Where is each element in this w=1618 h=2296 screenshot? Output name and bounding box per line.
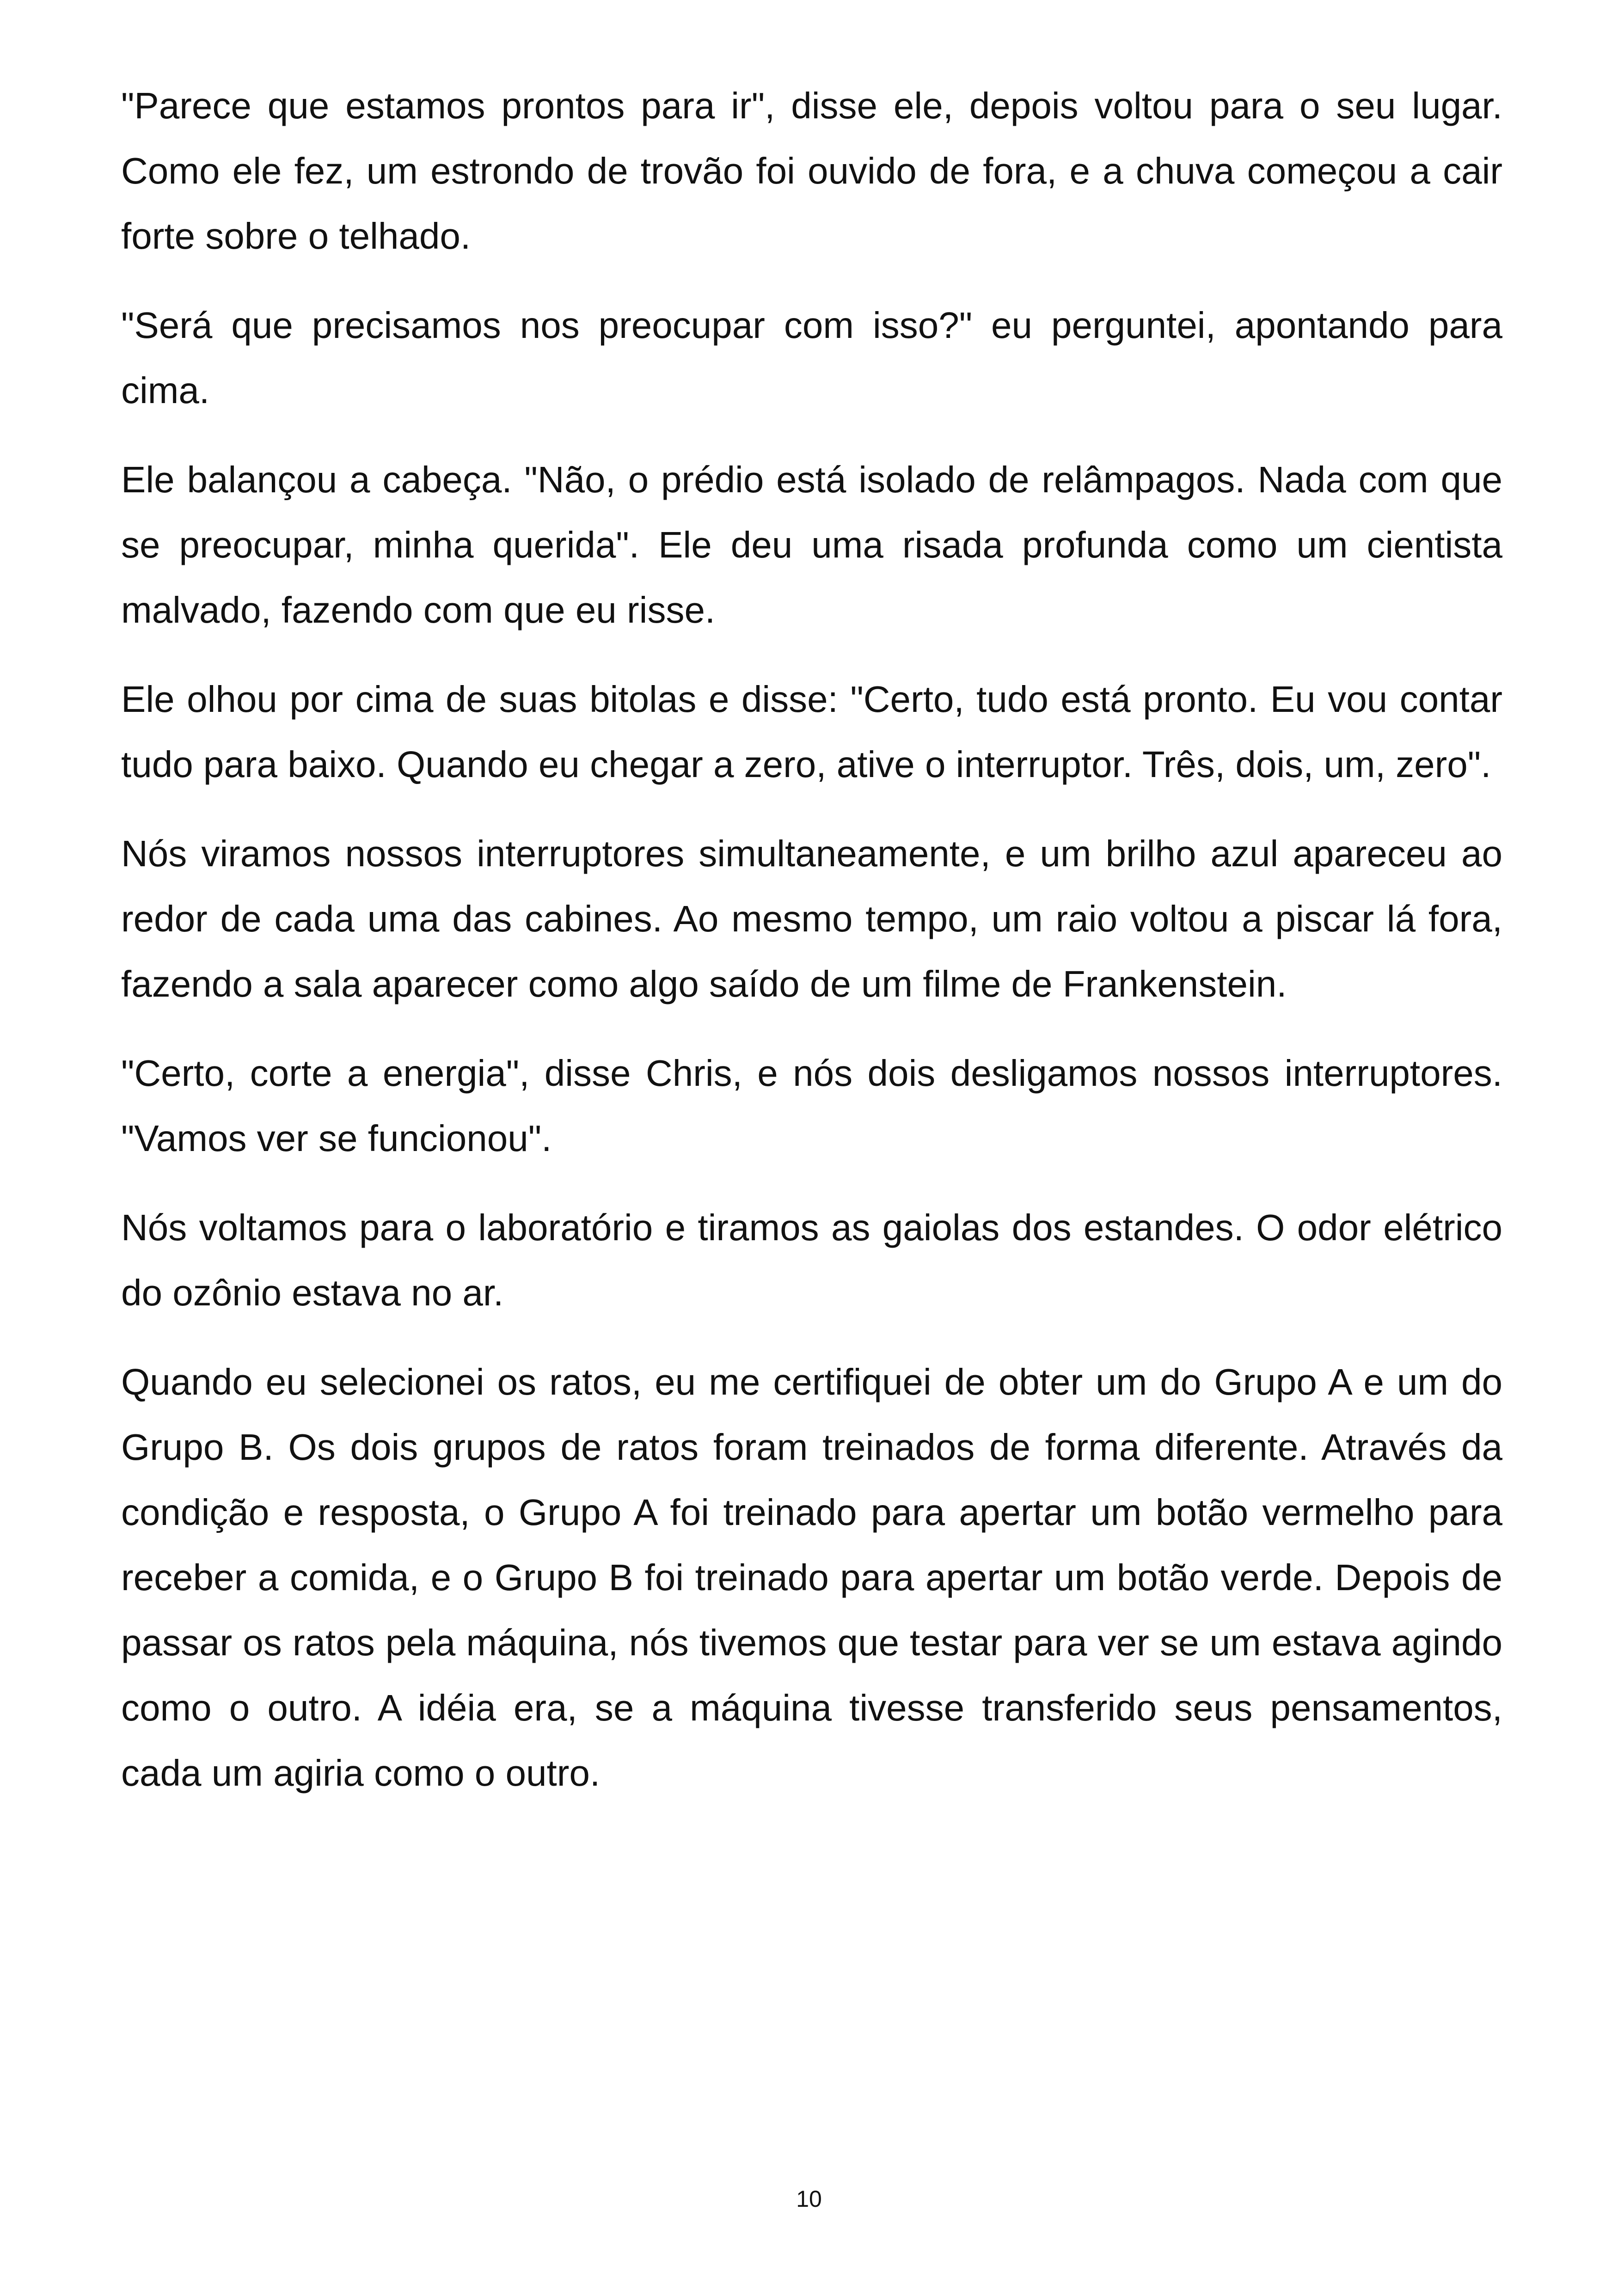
paragraph-2: "Será que precisamos nos preocupar com isso?" eu perguntei, apontando para cima. bbox=[121, 305, 1502, 411]
paragraph-3: Ele balançou a cabeça. "Não, o prédio está isolado de relâmpagos. Nada com que se preocupar, minha querida". Ele deu uma risada profunda como um cientista malvado, fazendo com que eu risse. bbox=[121, 459, 1502, 631]
paragraph-7: Nós voltamos para o laboratório e tiramos as gaiolas dos estandes. O odor elétrico do ozônio estava no ar. bbox=[121, 1207, 1502, 1313]
page-number: 10 bbox=[796, 2186, 822, 2212]
paragraph-5: Nós viramos nossos interruptores simultaneamente, e um brilho azul apareceu ao redor de cada uma das cabines. Ao mesmo tempo, um raio voltou a piscar lá fora, fazendo a sala aparecer como algo saído de um filme de Frankenstein. bbox=[121, 833, 1502, 1004]
body-text bbox=[121, 73, 1502, 1830]
paragraph-8: Quando eu selecionei os ratos, eu me certifiquei de obter um do Grupo A e um do Grupo B. Os dois grupos de ratos foram treinados de forma diferente. Através da condição e resposta, o Grupo A foi treinado para apertar um botão vermelho para receber a comida, e o Grupo B foi treinado para apertar um botão verde. Depois de passar os ratos pela máquina, nós tivemos que testar para ver se um estava agindo como o outro. A idéia era, se a máquina tivesse transferido seus pensamentos, cada um agiria como o outro. bbox=[121, 1361, 1502, 1794]
paragraph-4: Ele olhou por cima de suas bitolas e disse: "Certo, tudo está pronto. Eu vou contar tudo para baixo. Quando eu chegar a zero, ative o interruptor. Três, dois, um, zero". bbox=[121, 679, 1502, 785]
paragraph-6: "Certo, corte a energia", disse Chris, e nós dois desligamos nossos interruptores. "Vamos ver se funcionou". bbox=[121, 1053, 1502, 1159]
paragraph-1: "Parece que estamos prontos para ir", disse ele, depois voltou para o seu lugar. Como ele fez, um estrondo de trovão foi ouvido de fora, e a chuva começou a cair forte sobre o telhado. bbox=[121, 85, 1502, 257]
